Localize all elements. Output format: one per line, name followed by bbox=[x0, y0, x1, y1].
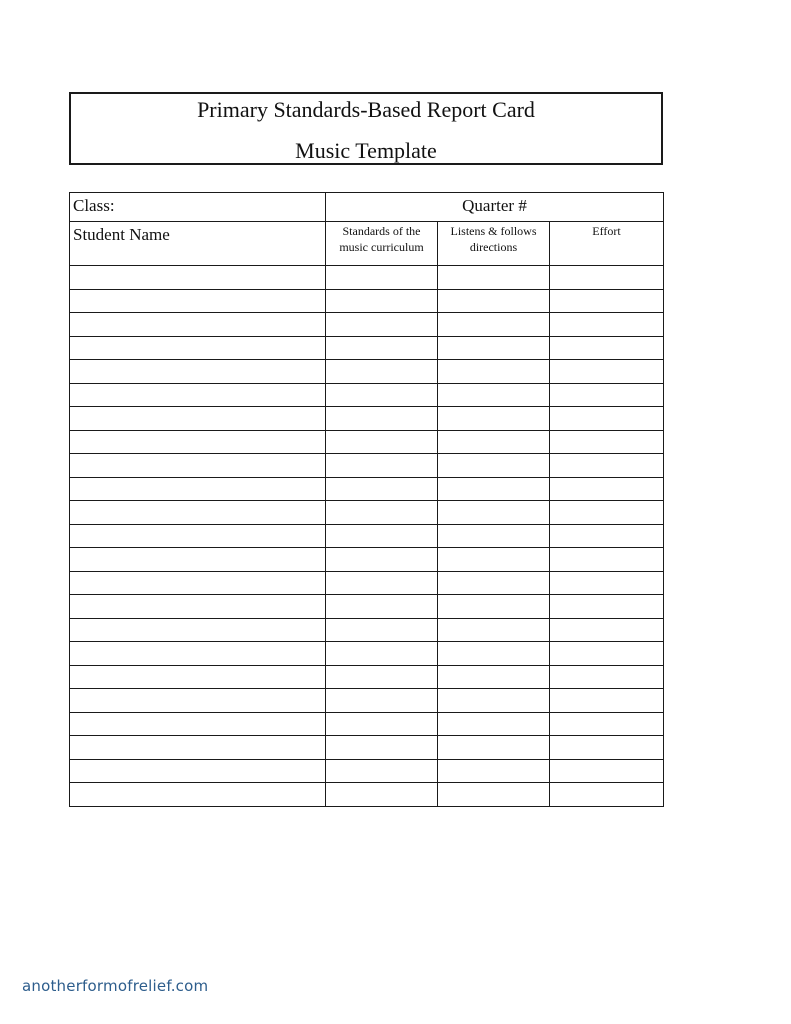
table-row bbox=[70, 618, 664, 642]
listens-cell[interactable] bbox=[438, 665, 550, 689]
student-name-cell[interactable] bbox=[70, 313, 326, 337]
table-row bbox=[70, 407, 664, 431]
listens-header-line1: Listens & follows bbox=[450, 224, 537, 238]
template-subtitle: Music Template bbox=[295, 138, 437, 163]
listens-cell[interactable] bbox=[438, 736, 550, 760]
site-watermark: anotherformofrelief.com bbox=[22, 977, 209, 995]
standards-cell[interactable] bbox=[326, 689, 438, 713]
effort-cell[interactable] bbox=[550, 336, 664, 360]
listens-cell[interactable] bbox=[438, 759, 550, 783]
student-name-cell[interactable] bbox=[70, 501, 326, 525]
table-row bbox=[70, 712, 664, 736]
standards-cell[interactable] bbox=[326, 712, 438, 736]
student-name-cell[interactable] bbox=[70, 689, 326, 713]
student-name-cell[interactable] bbox=[70, 454, 326, 478]
effort-cell[interactable] bbox=[550, 712, 664, 736]
standards-cell[interactable] bbox=[326, 571, 438, 595]
listens-cell[interactable] bbox=[438, 712, 550, 736]
table-row bbox=[70, 430, 664, 454]
table-row bbox=[70, 689, 664, 713]
effort-cell[interactable] bbox=[550, 689, 664, 713]
table-row bbox=[70, 289, 664, 313]
student-name-cell[interactable] bbox=[70, 618, 326, 642]
table-row bbox=[70, 759, 664, 783]
standards-cell[interactable] bbox=[326, 430, 438, 454]
standards-cell[interactable] bbox=[326, 289, 438, 313]
table-row bbox=[70, 501, 664, 525]
table-row bbox=[70, 313, 664, 337]
effort-cell[interactable] bbox=[550, 571, 664, 595]
effort-cell[interactable] bbox=[550, 360, 664, 384]
standards-cell[interactable] bbox=[326, 477, 438, 501]
standards-cell[interactable] bbox=[326, 501, 438, 525]
title-box bbox=[69, 92, 663, 165]
effort-cell[interactable] bbox=[550, 736, 664, 760]
listens-cell[interactable] bbox=[438, 595, 550, 619]
student-name-cell[interactable] bbox=[70, 736, 326, 760]
student-name-cell[interactable] bbox=[70, 642, 326, 666]
listens-cell[interactable] bbox=[438, 618, 550, 642]
standards-cell[interactable] bbox=[326, 595, 438, 619]
table-row bbox=[70, 477, 664, 501]
standards-cell[interactable] bbox=[326, 407, 438, 431]
table-row bbox=[70, 736, 664, 760]
standards-header-line1: Standards of the bbox=[342, 224, 421, 238]
listens-cell[interactable] bbox=[438, 571, 550, 595]
student-name-header: Student Name bbox=[70, 222, 326, 266]
effort-cell[interactable] bbox=[550, 759, 664, 783]
listens-cell[interactable] bbox=[438, 266, 550, 290]
listens-header bbox=[438, 222, 550, 266]
standards-cell[interactable] bbox=[326, 642, 438, 666]
student-name-cell[interactable] bbox=[70, 383, 326, 407]
student-name-cell[interactable] bbox=[70, 430, 326, 454]
table-row bbox=[70, 548, 664, 572]
standards-cell[interactable] bbox=[326, 759, 438, 783]
effort-cell[interactable] bbox=[550, 595, 664, 619]
quarter-label[interactable]: Quarter # bbox=[326, 193, 664, 222]
effort-cell[interactable] bbox=[550, 266, 664, 290]
listens-cell[interactable] bbox=[438, 407, 550, 431]
listens-cell[interactable] bbox=[438, 336, 550, 360]
standards-cell[interactable] bbox=[326, 548, 438, 572]
standards-cell[interactable] bbox=[326, 266, 438, 290]
student-name-cell[interactable] bbox=[70, 783, 326, 807]
standards-cell[interactable] bbox=[326, 736, 438, 760]
standards-cell[interactable] bbox=[326, 618, 438, 642]
listens-cell[interactable] bbox=[438, 642, 550, 666]
table-row bbox=[70, 642, 664, 666]
effort-cell[interactable] bbox=[550, 548, 664, 572]
effort-cell[interactable] bbox=[550, 430, 664, 454]
listens-cell[interactable] bbox=[438, 783, 550, 807]
effort-cell[interactable] bbox=[550, 783, 664, 807]
listens-cell[interactable] bbox=[438, 524, 550, 548]
effort-cell[interactable] bbox=[550, 501, 664, 525]
student-name-cell[interactable] bbox=[70, 289, 326, 313]
student-name-cell[interactable] bbox=[70, 759, 326, 783]
standards-cell[interactable] bbox=[326, 665, 438, 689]
table-row bbox=[70, 360, 664, 384]
listens-cell[interactable] bbox=[438, 477, 550, 501]
listens-cell[interactable] bbox=[438, 454, 550, 478]
class-label[interactable]: Class: bbox=[70, 193, 326, 222]
effort-cell[interactable] bbox=[550, 618, 664, 642]
listens-cell[interactable] bbox=[438, 548, 550, 572]
effort-cell[interactable] bbox=[550, 642, 664, 666]
student-name-cell[interactable] bbox=[70, 595, 326, 619]
standards-cell[interactable] bbox=[326, 383, 438, 407]
listens-cell[interactable] bbox=[438, 383, 550, 407]
student-name-cell[interactable] bbox=[70, 571, 326, 595]
student-name-cell[interactable] bbox=[70, 477, 326, 501]
listens-header-line2: directions bbox=[469, 240, 518, 254]
effort-cell[interactable] bbox=[550, 383, 664, 407]
standards-header bbox=[326, 222, 438, 266]
student-name-cell[interactable] bbox=[70, 524, 326, 548]
student-name-cell[interactable] bbox=[70, 407, 326, 431]
table-row bbox=[70, 665, 664, 689]
standards-header-line2: music curriculum bbox=[339, 240, 424, 254]
standards-cell[interactable] bbox=[326, 336, 438, 360]
effort-cell[interactable] bbox=[550, 407, 664, 431]
standards-cell[interactable] bbox=[326, 524, 438, 548]
effort-cell[interactable] bbox=[550, 524, 664, 548]
standards-cell[interactable] bbox=[326, 360, 438, 384]
standards-cell[interactable] bbox=[326, 783, 438, 807]
table-row bbox=[70, 266, 664, 290]
column-header-row bbox=[70, 222, 664, 266]
table-row bbox=[70, 383, 664, 407]
table-row bbox=[70, 454, 664, 478]
grade-table bbox=[69, 192, 664, 807]
student-name-cell[interactable] bbox=[70, 712, 326, 736]
student-name-cell[interactable] bbox=[70, 266, 326, 290]
effort-cell[interactable] bbox=[550, 665, 664, 689]
listens-cell[interactable] bbox=[438, 689, 550, 713]
table-row bbox=[70, 336, 664, 360]
report-card-title: Primary Standards-Based Report Card bbox=[197, 97, 535, 122]
listens-cell[interactable] bbox=[438, 430, 550, 454]
listens-cell[interactable] bbox=[438, 501, 550, 525]
class-row bbox=[70, 193, 664, 222]
table-row bbox=[70, 595, 664, 619]
standards-cell[interactable] bbox=[326, 454, 438, 478]
student-name-cell[interactable] bbox=[70, 336, 326, 360]
student-name-cell[interactable] bbox=[70, 548, 326, 572]
listens-cell[interactable] bbox=[438, 289, 550, 313]
student-name-cell[interactable] bbox=[70, 360, 326, 384]
standards-cell[interactable] bbox=[326, 313, 438, 337]
table-row bbox=[70, 524, 664, 548]
student-name-cell[interactable] bbox=[70, 665, 326, 689]
listens-cell[interactable] bbox=[438, 360, 550, 384]
effort-header bbox=[550, 222, 664, 266]
effort-header-line1: Effort bbox=[592, 224, 621, 238]
listens-cell[interactable] bbox=[438, 313, 550, 337]
effort-cell[interactable] bbox=[550, 313, 664, 337]
effort-cell[interactable] bbox=[550, 454, 664, 478]
effort-cell[interactable] bbox=[550, 289, 664, 313]
table-row bbox=[70, 783, 664, 807]
effort-cell[interactable] bbox=[550, 477, 664, 501]
table-row bbox=[70, 571, 664, 595]
